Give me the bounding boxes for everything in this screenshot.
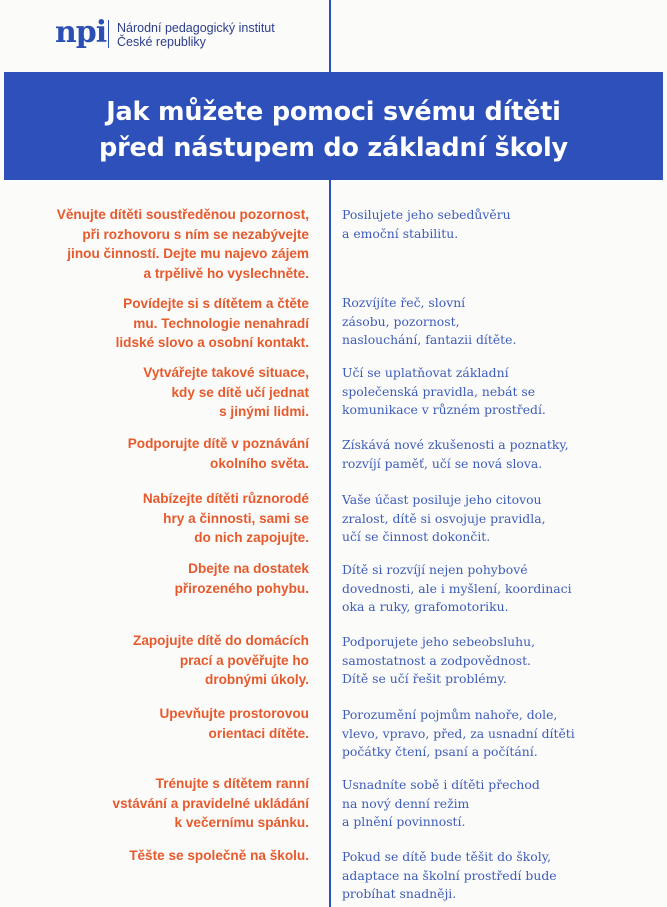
benefit-line: Dítě si rozvíjí nejen pohybové — [342, 562, 528, 577]
tip-benefit-3 — [342, 364, 546, 420]
tip-advice-10 — [129, 846, 309, 866]
benefit-line: Posilujete jeho sebedůvěru — [342, 207, 511, 222]
benefit-line: Učí se uplatňovat základní — [342, 365, 509, 380]
benefit-line: zralost, dítě si osvojuje pravidla, — [342, 510, 546, 526]
benefit-line: probíhat snadněji. — [342, 886, 457, 901]
npi-logo: npi — [55, 15, 107, 50]
advice-line: a trpělivě ho vyslechněte. — [143, 265, 309, 281]
advice-line: jinou činností. Dejte mu najevo zájem — [67, 246, 309, 261]
advice-line: při rozhovoru s ním se nezabývejte — [82, 226, 309, 242]
tip-benefit-8 — [342, 706, 575, 762]
title-line-2: před nástupem do základní školy — [99, 133, 568, 163]
benefit-line: Vaše účast posiluje jeho citovou — [342, 492, 542, 507]
tip-advice-3 — [143, 363, 309, 422]
advice-line: Dbejte na dostatek — [188, 561, 309, 576]
tip-benefit-2 — [342, 294, 516, 350]
tip-benefit-10 — [342, 848, 557, 904]
advice-line: Těšte se společně na školu. — [129, 848, 309, 863]
org-line-1: Národní pedagogický institut — [117, 21, 275, 35]
tip-benefit-1 — [342, 206, 511, 243]
advice-line: Trénujte s dítětem ranní — [155, 776, 309, 791]
benefit-line: Rozvíjíte řeč, slovní — [342, 295, 466, 310]
advice-line: Zapojujte dítě do domácích — [133, 633, 309, 648]
tip-advice-4 — [128, 434, 309, 473]
benefit-line: Dítě se učí řešit problémy. — [342, 671, 507, 686]
benefit-line: Získává nové zkušenosti a poznatky, — [342, 437, 569, 452]
tip-advice-1 — [57, 205, 309, 283]
tip-benefit-5 — [342, 491, 546, 547]
advice-line: prací a pověřujte ho — [179, 652, 309, 668]
advice-line: s jinými lidmi. — [219, 404, 309, 419]
advice-line: Upevňujte prostorovou — [159, 706, 309, 721]
title-line-1: Jak můžete pomoci svému dítěti — [106, 97, 561, 127]
tip-advice-5 — [143, 489, 309, 548]
advice-line: mu. Technologie nenahradí — [133, 315, 309, 331]
advice-line: drobnými úkoly. — [205, 672, 309, 687]
organization-name — [117, 21, 275, 49]
advice-line: Nabízejte dítěti různorodé — [142, 491, 309, 506]
benefit-line: rozvíjí paměť, učí se nová slova. — [342, 455, 543, 471]
tip-benefit-7 — [342, 633, 535, 689]
header — [0, 0, 667, 72]
tip-benefit-9 — [342, 776, 540, 832]
benefit-line: a plnění povinností. — [342, 814, 466, 829]
tip-advice-8 — [159, 704, 309, 743]
benefit-line: společenská pravidla, nebát se — [342, 383, 536, 399]
tip-benefit-4 — [342, 436, 569, 473]
advice-line: Věnujte dítěti soustředěnou pozornost, — [56, 207, 309, 222]
tip-advice-6 — [175, 559, 309, 598]
benefit-line: učí se činnost dokončit. — [342, 529, 491, 544]
benefit-line: Pokud se dítě bude těšit do školy, — [342, 849, 552, 864]
title-banner — [4, 72, 663, 180]
advice-line: přirozeného pohybu. — [174, 580, 309, 596]
tip-advice-2 — [116, 294, 309, 353]
benefit-line: Usnadníte sobě i dítěti přechod — [342, 777, 540, 792]
benefit-line: Porozumění pojmům nahoře, dole, — [342, 707, 558, 722]
benefit-line: oka a ruky, grafomotoriku. — [342, 599, 509, 614]
org-line-2: České republiky — [117, 35, 206, 49]
advice-line: Vytvářejte takové situace, — [143, 365, 309, 380]
benefit-line: a emoční stabilitu. — [342, 225, 459, 241]
benefit-line: adaptace na školní prostředí bude — [342, 867, 557, 883]
advice-line: do nich zapojujte. — [194, 530, 309, 545]
tip-advice-7 — [133, 631, 309, 690]
benefit-line: komunikace v různém prostředí. — [342, 402, 546, 417]
logo-separator — [108, 20, 109, 48]
benefit-line: naslouchání, fantazii dítěte. — [342, 332, 517, 347]
advice-line: orientaci dítěte. — [208, 725, 309, 741]
advice-line: okolního světa. — [210, 455, 309, 471]
benefit-line: na nový denní režim — [342, 795, 470, 811]
advice-line: hry a činnosti, sami se — [163, 510, 309, 526]
tip-advice-9 — [113, 774, 309, 833]
benefit-line: Podporujete jeho sebeobsluhu, — [342, 634, 536, 649]
benefit-line: vlevo, vpravo, před, za usnadní dítěti — [342, 725, 575, 741]
benefit-line: zásobu, pozornost, — [342, 313, 460, 329]
advice-line: kdy se dítě učí jednat — [171, 384, 309, 400]
advice-line: Podporujte dítě v poznávání — [127, 436, 309, 451]
tip-benefit-6 — [342, 561, 572, 617]
advice-line: k večernímu spánku. — [174, 815, 309, 830]
page-title — [4, 94, 663, 166]
advice-line: vstávání a pravidelné ukládání — [112, 795, 309, 811]
advice-line: lidské slovo a osobní kontakt. — [115, 335, 309, 350]
benefit-line: dovednosti, ale i myšlení, koordinaci — [342, 580, 572, 596]
advice-line: Povídejte si s dítětem a čtěte — [123, 296, 309, 311]
benefit-line: počátky čtení, psaní a počítání. — [342, 744, 538, 759]
benefit-line: samostatnost a zodpovědnost. — [342, 652, 531, 668]
